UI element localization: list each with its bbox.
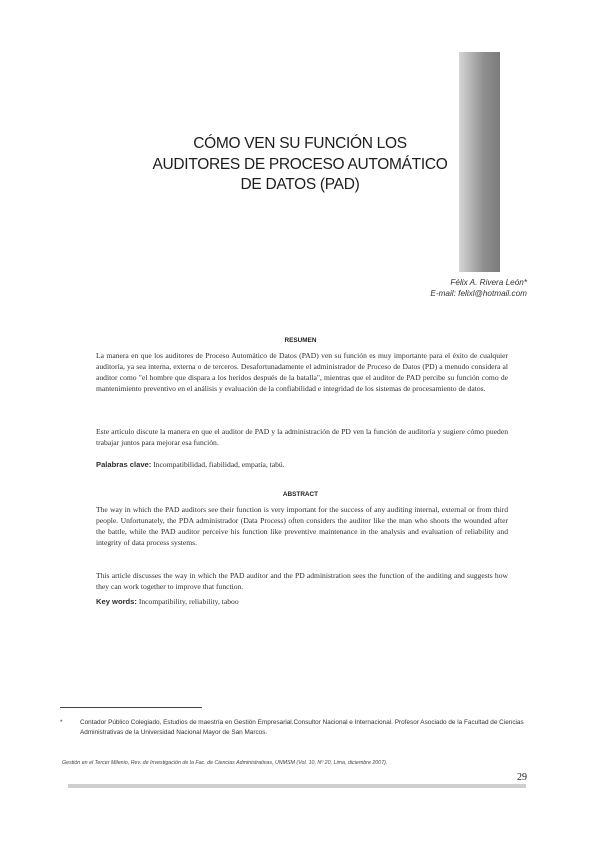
- resumen-keywords-text: Incompatibilidad, fiabilidad, empatía, tabú.: [151, 460, 285, 469]
- journal-citation: Gestión en el Tercer Milenio, Rev. de Investigación de la Fac. de Ciencias Administrativas, UNMSM (Vol. 10, Nº 20, Lima, diciembre 2007).: [62, 760, 388, 766]
- article-title: [120, 134, 480, 196]
- abstract-heading: ABSTRACT: [282, 491, 319, 498]
- abstract-keywords-label: Key words:: [96, 597, 137, 606]
- resumen-paragraph-2: Este artículo discute la manera en que el auditor de PAD y la administración de PD ven la función de auditoría y sugiere cómo pueden trabajar juntos para mejorar esa función.: [96, 427, 508, 447]
- title-line-3: DE DATOS (PAD): [240, 176, 360, 193]
- resumen-keywords: [96, 459, 508, 470]
- abstract-keywords-text: Incompatibility, reliability, taboo: [136, 597, 239, 606]
- abstract-paragraph-1: The way in which the PAD auditors see their function is very important for the success of any auditing internal, external or from third people. Unfortunately, the PDA administrador (Data Process) often considers the auditor like the man who shoots the wounded after the battle, while the PAD auditor perceive his function like preventive maintenance in the analysis and evaluation of reliability and integrity of data process systems.: [96, 505, 508, 547]
- resumen-heading: RESUMEN: [284, 337, 317, 344]
- title-line-1: CÓMO VEN SU FUNCIÓN LOS: [193, 135, 407, 152]
- abstract-paragraph-2: This article discusses the way in which the PAD auditor and the PD administration sees the function of the auditing and suggests how they can work together to improve that function.: [96, 571, 508, 591]
- author-footnote: [62, 718, 532, 738]
- footnote-divider: [60, 707, 202, 708]
- author-email: E-mail: felixl@hotmail.com: [430, 289, 527, 298]
- author-block: [430, 277, 527, 299]
- resumen-paragraph-1: La manera en que los auditores de Proceso Automático de Datos (PAD) ven su función es muy importante para el éxito de cualquier auditoría, ya sea interna, externa o de terceros. Desafortunadamente el administrador de Proceso de Datos (PD) a menudo considera al auditor como "el hombre que dispara a los heridos después de la batalla", mientras que el auditor de PAD percibe su función como de mantenimiento preventivo en el análisis y evaluación de la confiabilidad e integridad de los sistemas de procesamiento de datos.: [96, 351, 508, 393]
- footnote-text: Contador Público Colegiado, Estudios de maestría en Gestión Empresarial.Consultor Nacional e Internacional. Profesor Asociado de la Facultad de Ciencias Administrativas de la Universidad Nacional Mayor de San Marcos.: [80, 719, 524, 736]
- bottom-rule: [68, 784, 526, 788]
- page-number: 29: [517, 772, 527, 783]
- title-line-2: AUDITORES DE PROCESO AUTOMÁTICO: [152, 155, 448, 173]
- resumen-keywords-label: Palabras clave:: [96, 460, 152, 469]
- author-name: Félix A. Rivera León*: [450, 278, 527, 287]
- footnote-mark: *: [60, 719, 63, 726]
- abstract-keywords: [96, 596, 508, 607]
